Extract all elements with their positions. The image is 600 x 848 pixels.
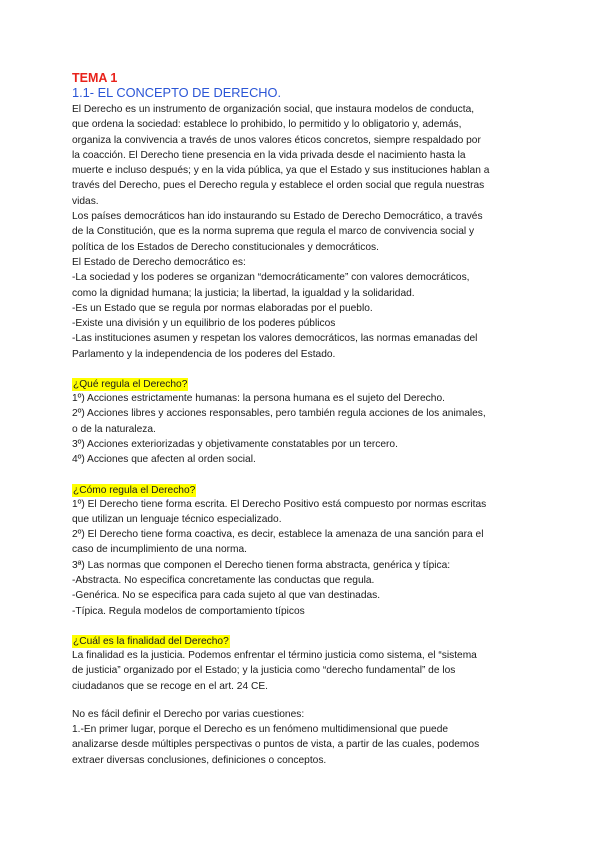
- text-line: muerte e incluso después; y en la vida pública, ya que el Estado y sus instituciones hablan a: [72, 165, 490, 177]
- text-line: 4º) Acciones que afecten al orden social.: [72, 454, 256, 466]
- text-line: Los países democráticos han ido instaurando su Estado de Derecho Democrático, a través: [72, 211, 483, 223]
- text-line: la coacción. El Derecho tiene presencia en la vida privada desde el nacimiento hasta la: [72, 149, 466, 161]
- text-line: política de los Estados de Derecho constitucionales y democráticos.: [72, 241, 379, 253]
- question-como-section: [72, 481, 550, 619]
- text-line: No es fácil definir el Derecho por varias cuestiones:: [72, 708, 305, 720]
- question-heading: ¿Cuál es la finalidad del Derecho?: [73, 635, 229, 647]
- text-line: ciudadanos que se recoge en el art. 24 CE.: [72, 680, 268, 692]
- text-line: analizarse desde múltiples perspectivas o puntos de vista, a partir de las cuales, podemos: [72, 739, 480, 751]
- question-finalidad-section: [72, 632, 550, 694]
- text-line: -La sociedad y los poderes se organizan “democráticamente” con valores democráticos,: [72, 272, 470, 284]
- text-line: 2º) El Derecho tiene forma coactiva, es decir, establece la amenaza de una sanción para el: [72, 529, 484, 541]
- text-line: 2º) Acciones libres y acciones responsables, pero también regula acciones de los animales,: [72, 408, 486, 420]
- text-line: través del Derecho, pues el Derecho regula y establece el orden social que regula nuestras: [72, 180, 485, 192]
- text-line: caso de incumplimiento de una norma.: [72, 544, 247, 556]
- closing-paragraph: [72, 707, 550, 768]
- text-line: -Genérica. No se especifica para cada sujeto al que van destinadas.: [72, 590, 381, 602]
- text-line: como la dignidad humana; la justicia; la libertad, la igualdad y la solidaridad.: [72, 287, 415, 299]
- text-line: o de la naturaleza.: [72, 423, 156, 435]
- text-line: 3º) Acciones exteriorizadas y objetivamente constatables por un tercero.: [72, 438, 398, 450]
- text-line: -Es un Estado que se regula por normas elaboradas por el pueblo.: [72, 302, 373, 314]
- text-line: La finalidad es la justicia. Podemos enfrentar el término justicia como sistema, el “sistema: [72, 649, 477, 661]
- text-line: organiza la convivencia a través de unos valores éticos concretos, siempre respaldado por: [72, 134, 481, 146]
- text-line: de la Constitución, que es la norma suprema que regula el marco de convivencia social y: [72, 226, 475, 238]
- question-regula-section: [72, 375, 550, 467]
- text-line: El Estado de Derecho democrático es:: [72, 256, 246, 268]
- section-title: 1.1- EL CONCEPTO DE DERECHO.: [72, 85, 282, 100]
- text-line: que ordena la sociedad: establece lo prohibido, lo permitido y lo obligatorio y, además,: [72, 119, 462, 131]
- text-line: 3ª) Las normas que componen el Derecho tienen forma abstracta, genérica y típica:: [72, 559, 451, 571]
- text-line: 1.-En primer lugar, porque el Derecho es un fenómeno multidimensional que puede: [72, 724, 449, 736]
- intro-paragraph: [72, 102, 550, 362]
- text-line: 1º) Acciones estrictamente humanas: la persona humana es el sujeto del Derecho.: [72, 393, 445, 405]
- text-line: -Abstracta. No especifica concretamente las conductas que regula.: [72, 575, 375, 587]
- text-line: extraer diversas conclusiones, definiciones o conceptos.: [72, 754, 327, 766]
- text-line: -Las instituciones asumen y respetan los valores democráticos, las normas emanadas del: [72, 333, 478, 345]
- text-line: -Existe una división y un equilibrio de los poderes públicos: [72, 318, 336, 330]
- text-line: 1º) El Derecho tiene forma escrita. El Derecho Positivo está compuesto por normas escritas: [72, 498, 487, 510]
- text-line: Parlamento y la independencia de los poderes del Estado.: [72, 348, 336, 360]
- text-line: El Derecho es un instrumento de organización social, que instaura modelos de conducta,: [72, 104, 475, 115]
- question-heading: ¿Cómo regula el Derecho?: [73, 484, 196, 496]
- question-heading: ¿Qué regula el Derecho?: [73, 379, 188, 391]
- tema-title: TEMA 1: [72, 71, 118, 85]
- text-line: vidas.: [72, 195, 99, 207]
- text-line: de justicia” organizado por el Estado; y la justicia como “derecho fundamental” de los: [72, 665, 456, 677]
- text-line: que utilizan un lenguaje técnico especializado.: [72, 513, 282, 525]
- text-line: -Típica. Regula modelos de comportamiento típicos: [72, 605, 305, 617]
